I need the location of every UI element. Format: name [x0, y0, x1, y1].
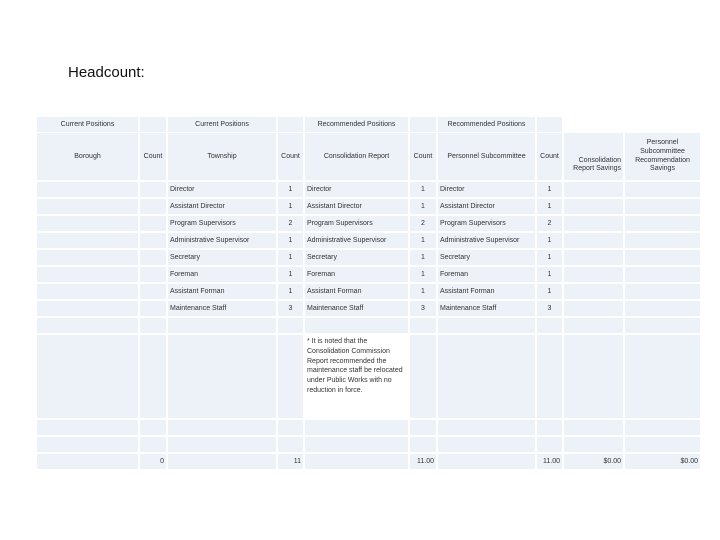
count-cell: 3	[278, 301, 303, 316]
empty-cell	[37, 437, 138, 452]
empty-cell	[410, 335, 436, 418]
personnel-cell: Director	[438, 182, 535, 197]
borough-cell	[37, 301, 138, 316]
col-header-count: Count	[410, 133, 436, 180]
empty-cell	[438, 335, 535, 418]
township-cell: Administrative Supervisor	[168, 233, 276, 248]
count-cell: 1	[410, 182, 436, 197]
page-title: Headcount:	[68, 64, 145, 81]
empty-cell	[564, 318, 623, 333]
township-cell: Assistant Director	[168, 199, 276, 214]
savings-cell	[625, 199, 700, 214]
empty-cell	[140, 335, 166, 418]
consolidation-cell: Maintenance Staff	[305, 301, 408, 316]
count-cell: 3	[537, 301, 562, 316]
savings-cell	[625, 182, 700, 197]
header-recommended-positions-consolidation: Recommended Positions	[305, 117, 408, 132]
count-cell: 2	[410, 216, 436, 231]
savings-cell	[564, 216, 623, 231]
empty-cell	[625, 437, 700, 452]
count-cell: 1	[278, 267, 303, 282]
count-cell: 1	[537, 233, 562, 248]
header-current-positions-borough: Current Positions	[37, 117, 138, 132]
total-township-label	[168, 454, 276, 469]
savings-cell	[625, 216, 700, 231]
consolidation-cell: Foreman	[305, 267, 408, 282]
header-blank	[278, 117, 303, 132]
borough-cell	[37, 182, 138, 197]
empty-cell	[278, 420, 303, 435]
savings-cell	[625, 284, 700, 299]
count-cell: 1	[537, 199, 562, 214]
header-recommended-positions-personnel: Recommended Positions	[438, 117, 535, 132]
consolidation-cell: Secretary	[305, 250, 408, 265]
empty-cell	[625, 420, 700, 435]
col-header-count: Count	[140, 133, 166, 180]
empty-cell	[438, 437, 535, 452]
col-header-township: Township	[168, 133, 276, 180]
total-consolidation-label	[305, 454, 408, 469]
col-header-count: Count	[537, 133, 562, 180]
empty-cell	[564, 335, 623, 418]
empty-cell	[278, 437, 303, 452]
count-cell: 1	[537, 284, 562, 299]
personnel-cell: Assistant Forman	[438, 284, 535, 299]
personnel-cell: Program Supervisors	[438, 216, 535, 231]
col-header-personnel-savings: Personnel Subcommittee Recommendation Savings	[625, 133, 700, 180]
township-cell: Director	[168, 182, 276, 197]
empty-cell	[438, 420, 535, 435]
header-blank	[625, 117, 700, 132]
count-cell: 1	[537, 250, 562, 265]
count-cell	[140, 216, 166, 231]
count-cell: 3	[410, 301, 436, 316]
savings-cell	[564, 284, 623, 299]
empty-cell	[410, 437, 436, 452]
township-cell: Assistant Forman	[168, 284, 276, 299]
empty-cell	[168, 335, 276, 418]
personnel-cell: Assistant Director	[438, 199, 535, 214]
header-blank	[564, 117, 623, 132]
total-township-count: 11	[278, 454, 303, 469]
empty-cell	[537, 318, 562, 333]
empty-cell	[564, 437, 623, 452]
empty-cell	[438, 318, 535, 333]
savings-cell	[564, 199, 623, 214]
empty-cell	[140, 420, 166, 435]
count-cell	[140, 199, 166, 214]
col-header-count: Count	[278, 133, 303, 180]
empty-cell	[278, 335, 303, 418]
empty-cell	[625, 318, 700, 333]
count-cell: 1	[410, 284, 436, 299]
empty-cell	[537, 437, 562, 452]
empty-cell	[278, 318, 303, 333]
empty-cell	[37, 420, 138, 435]
savings-cell	[625, 301, 700, 316]
savings-cell	[564, 233, 623, 248]
personnel-cell: Maintenance Staff	[438, 301, 535, 316]
count-cell: 1	[278, 250, 303, 265]
empty-cell	[140, 437, 166, 452]
township-cell: Foreman	[168, 267, 276, 282]
count-cell	[140, 284, 166, 299]
col-header-borough: Borough	[37, 133, 138, 180]
headcount-table	[37, 117, 700, 471]
personnel-cell: Administrative Supervisor	[438, 233, 535, 248]
savings-cell	[564, 182, 623, 197]
count-cell: 1	[278, 233, 303, 248]
consolidation-cell: Assistant Forman	[305, 284, 408, 299]
empty-cell	[625, 335, 700, 418]
total-personnel-label	[438, 454, 535, 469]
personnel-cell: Foreman	[438, 267, 535, 282]
count-cell: 1	[410, 199, 436, 214]
empty-cell	[37, 318, 138, 333]
total-personnel-count: 11.00	[537, 454, 562, 469]
empty-cell	[305, 437, 408, 452]
count-cell: 1	[537, 182, 562, 197]
count-cell	[140, 301, 166, 316]
count-cell: 1	[278, 182, 303, 197]
consolidation-cell: Administrative Supervisor	[305, 233, 408, 248]
empty-cell	[564, 420, 623, 435]
count-cell: 2	[537, 216, 562, 231]
empty-cell	[410, 420, 436, 435]
consolidation-cell: Program Supervisors	[305, 216, 408, 231]
savings-cell	[564, 267, 623, 282]
col-header-consolidation-report: Consolidation Report	[305, 133, 408, 180]
total-consolidation-savings: $0.00	[564, 454, 623, 469]
header-current-positions-township: Current Positions	[168, 117, 276, 132]
col-header-consolidation-savings: Consolidation Report Savings	[564, 133, 623, 180]
empty-cell	[168, 437, 276, 452]
count-cell: 1	[537, 267, 562, 282]
header-blank	[410, 117, 436, 132]
borough-cell	[37, 250, 138, 265]
consolidation-cell: Assistant Director	[305, 199, 408, 214]
empty-cell	[305, 318, 408, 333]
count-cell: 1	[410, 250, 436, 265]
count-cell: 1	[410, 233, 436, 248]
borough-cell	[37, 199, 138, 214]
borough-cell	[37, 284, 138, 299]
savings-cell	[625, 267, 700, 282]
borough-cell	[37, 216, 138, 231]
col-header-personnel-subcommittee: Personnel Subcommittee	[438, 133, 535, 180]
count-cell: 1	[278, 284, 303, 299]
township-cell: Maintenance Staff	[168, 301, 276, 316]
total-personnel-savings: $0.00	[625, 454, 700, 469]
borough-cell	[37, 233, 138, 248]
total-consolidation-count: 11.00	[410, 454, 436, 469]
count-cell: 2	[278, 216, 303, 231]
empty-cell	[410, 318, 436, 333]
savings-cell	[625, 233, 700, 248]
count-cell	[140, 267, 166, 282]
township-cell: Secretary	[168, 250, 276, 265]
township-cell: Program Supervisors	[168, 216, 276, 231]
count-cell: 1	[278, 199, 303, 214]
maintenance-staff-note: * It is noted that the Consolidation Commission Report recommended the maintenance staff be relocated under Public Works with no reduction in force.	[307, 338, 403, 394]
empty-cell	[168, 420, 276, 435]
empty-cell	[37, 335, 138, 418]
savings-cell	[564, 301, 623, 316]
count-cell: 1	[410, 267, 436, 282]
count-cell	[140, 250, 166, 265]
total-borough-label	[37, 454, 138, 469]
personnel-cell: Secretary	[438, 250, 535, 265]
savings-cell	[564, 250, 623, 265]
borough-cell	[37, 267, 138, 282]
empty-cell	[537, 335, 562, 418]
empty-cell	[140, 318, 166, 333]
header-blank	[140, 117, 166, 132]
total-borough-count: 0	[140, 454, 166, 469]
empty-cell	[168, 318, 276, 333]
empty-cell	[305, 420, 408, 435]
empty-cell	[537, 420, 562, 435]
count-cell	[140, 182, 166, 197]
savings-cell	[625, 250, 700, 265]
consolidation-cell: Director	[305, 182, 408, 197]
header-blank	[537, 117, 562, 132]
count-cell	[140, 233, 166, 248]
